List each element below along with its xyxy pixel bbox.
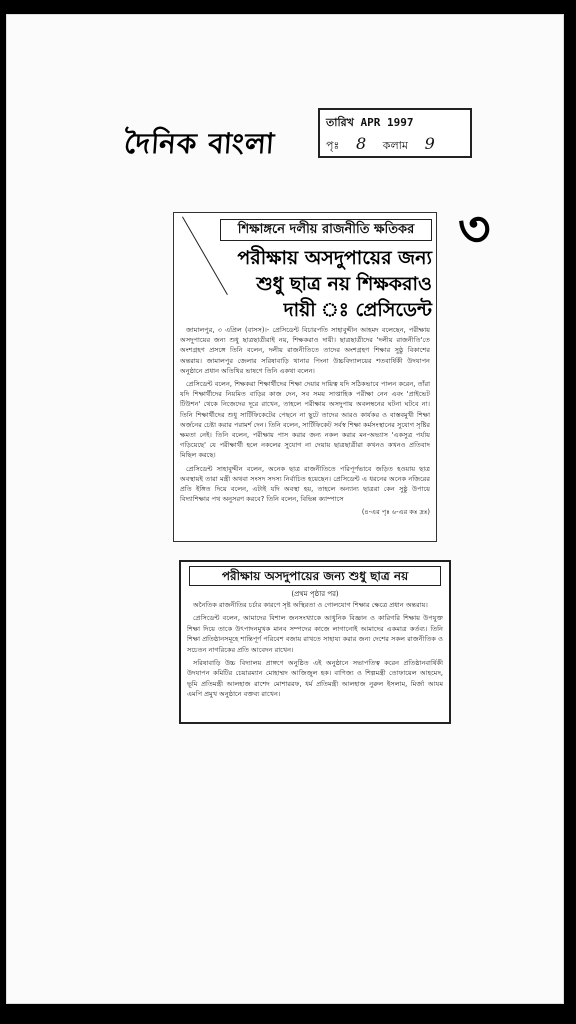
date-stamp-box [318, 108, 472, 158]
headline-line: দায়ী ঃ প্রেসিডেন্ট [283, 299, 432, 321]
column-label: কলাম [382, 139, 408, 152]
date-value: APR 1997 [360, 116, 414, 129]
article-paragraph: প্রেসিডেন্ট সাহাবুদ্দীন বলেন, অনেক ছাত্র রাজনীতিতে পরিপূর্ণভাবে জড়িত হওয়ায় ছাত্র অবস্থায়ই তারা মন্ত্রী অথবা সংসদ সদস্য নির্বাচিত হয়েছেন। প্রেসিডেন্ট এ ধরনের অনেক নজিরের প্রতি ইঙ্গিত দিয়ে বলেন, এটাই যদি অবস্থা হয়, তাহলে অন্যান্য ছাত্ররা কেন সুষ্ঠু উপায়ে বিদ্যাশিক্ষার পথ অনুসরণ করবে? তিনি বলেন, বিভিন্ন ক্যাম্পাসে [180, 464, 430, 504]
page-label: পৃঃ [326, 139, 340, 152]
date-row [326, 114, 413, 133]
page-column-row [326, 134, 445, 156]
newspaper-masthead: দৈনিক বাংলা [122, 127, 277, 160]
article-paragraph: জামালপুর, ৩ এপ্রিল (বাসস)।- প্রেসিডেন্ট বিচারপতি সাহাবুদ্দীন আহমদ বলেছেন, পরীক্ষায় অসদুপায়ের জন্য শুধু ছাত্রছাত্রীরাই নয়, শিক্ষকরাও দায়ী। ছাত্রছাত্রীদের 'দলীয় রাজনীতি'তে অংশগ্রহণ প্রসঙ্গে তিনি বলেন, দলীয় রাজনীতিতে তাদের অংশগ্রহণ শিক্ষার সুষ্ঠু বিকাশের অন্তরায়। জামালপুর জেলার সরিষাবাড়ি থানার পিংনা উচ্চবিদ্যালয়ের শতবার্ষিকী উদযাপন অনুষ্ঠানে প্রধান অতিথির ভাষণে তিনি একথা বলেন। [180, 326, 430, 375]
page-value: 8 [355, 134, 367, 153]
headline-line: শুধু ছাত্র নয় শিক্ষকরাও [256, 273, 432, 295]
headline-line: পরীক্ষায় অসদুপায়ের জন্য [237, 247, 432, 269]
article-paragraph: সরিষাবাড়ি উচ্চ বিদ্যালয় প্রাঙ্গণে অনুষ্ঠিত এই অনুষ্ঠানে সভাপতিত্ব করেন প্রতিষ্ঠানবার্ষিকী উদযাপন কমিটির চেয়ারম্যান মোহাম্মদ আজিজুল হক। বাণিজ্য ও শিল্পমন্ত্রী তোফায়েল আহমেদ, ভূমি প্রতিমন্ত্রী আলহাজ রাশেদ মোশাররফ, ধর্ম প্রতিমন্ত্রী আলহাজ নুরুল ইসলাম, মির্জা আযম এমপি প্রমুখ অনুষ্ঠানে বক্তব্য রাখেন। [187, 659, 443, 699]
continued-from-note: (প্রথম পৃষ্ঠার পর) [291, 590, 339, 598]
article-headline [182, 245, 432, 323]
column-value: 9 [424, 134, 435, 153]
article-kicker: শিক্ষাঙ্গনে দলীয় রাজনীতি ক্ষতিকর [220, 219, 432, 241]
date-label: তারিখ [326, 116, 354, 129]
continuation-body [187, 600, 443, 703]
handwritten-page-number: ৩ [458, 199, 491, 258]
article-paragraph: প্রেসিডেন্ট বলেন, আমাদের বিশাল জনসংখ্যাকে আধুনিক বিজ্ঞান ও কারিগরি শিক্ষায় উপযুক্ত শিক্ষা দিয়ে তাকে উৎপাদনমুখক মানব সম্পদের কাজে লাগানোই আমাদের একমাত্র কর্তব্য। তিনি শিক্ষা প্রতিষ্ঠানসমূহে শান্তিপূর্ণ পরিবেশ বজায় রাখতে সাহায্য করার জন্য দেশের সকল রাজনীতিক ও সচেতন নাগরিকের প্রতি আবেদন রাখেন। [187, 614, 443, 654]
article-clipping-main [173, 212, 437, 542]
article-paragraph: অনৈতিক রাজনীতির চর্চার কারণে সৃষ্ট অস্থিরতা ও গোলযোগ শিক্ষার ক্ষেত্রে প্রধান অন্তরায়। [193, 601, 428, 609]
article-clipping-continuation [179, 560, 451, 724]
continuation-note: (৪-এর পৃঃ ৬-এর কঃ দ্রঃ) [361, 508, 430, 517]
article-paragraph: প্রেসিডেন্ট বলেন, শিক্ষকরা শিক্ষার্থীদের শিক্ষা দেয়ার দায়িত্ব যদি সঠিকভাবে পালন করেন, তাঁরা যদি শিক্ষার্থীদের নিয়মিত বাড়ির কাজ দেন, সব সময় সাপ্তাহিক পরীক্ষা নেন এবং 'প্রাইভেট টিউশন' থেকে নিজেদের দূরে রাখেন, তাহলে পরীক্ষায় অসদুপায় অবলম্বনের ঘটনা ঘটবে না। তিনি শিক্ষার্থীদের শুধু সার্টিফিকেটের পেছনে না ছুটে তাদের আরও কার্যকর ও বাস্তবমুখী শিক্ষা অর্জনের চেষ্টা করার পরামর্শ দেন। তিনি বলেন, সার্টিফিকেট সর্বস্ব শিক্ষা কর্মসংস্থানের সুযোগ সৃষ্টির ক্ষমতা নেই। তিনি বলেন, পরীক্ষায় পাস করার জন্য নকল করার মন-অভ্যাস 'একসুত্র পর্যায় গড়িয়েছে' যে পরীক্ষার্থী হলে নকলের সুযোগ না দেয়ায় ছাত্রছাত্রীরা কখনও কখনও প্রতিবাদ মিছিল করছে। [180, 380, 430, 460]
continuation-headline: পরীক্ষায় অসদুপায়ের জন্য শুধু ছাত্র নয় [189, 566, 441, 586]
article-body [180, 325, 430, 518]
right-scan-border [562, 0, 576, 1024]
